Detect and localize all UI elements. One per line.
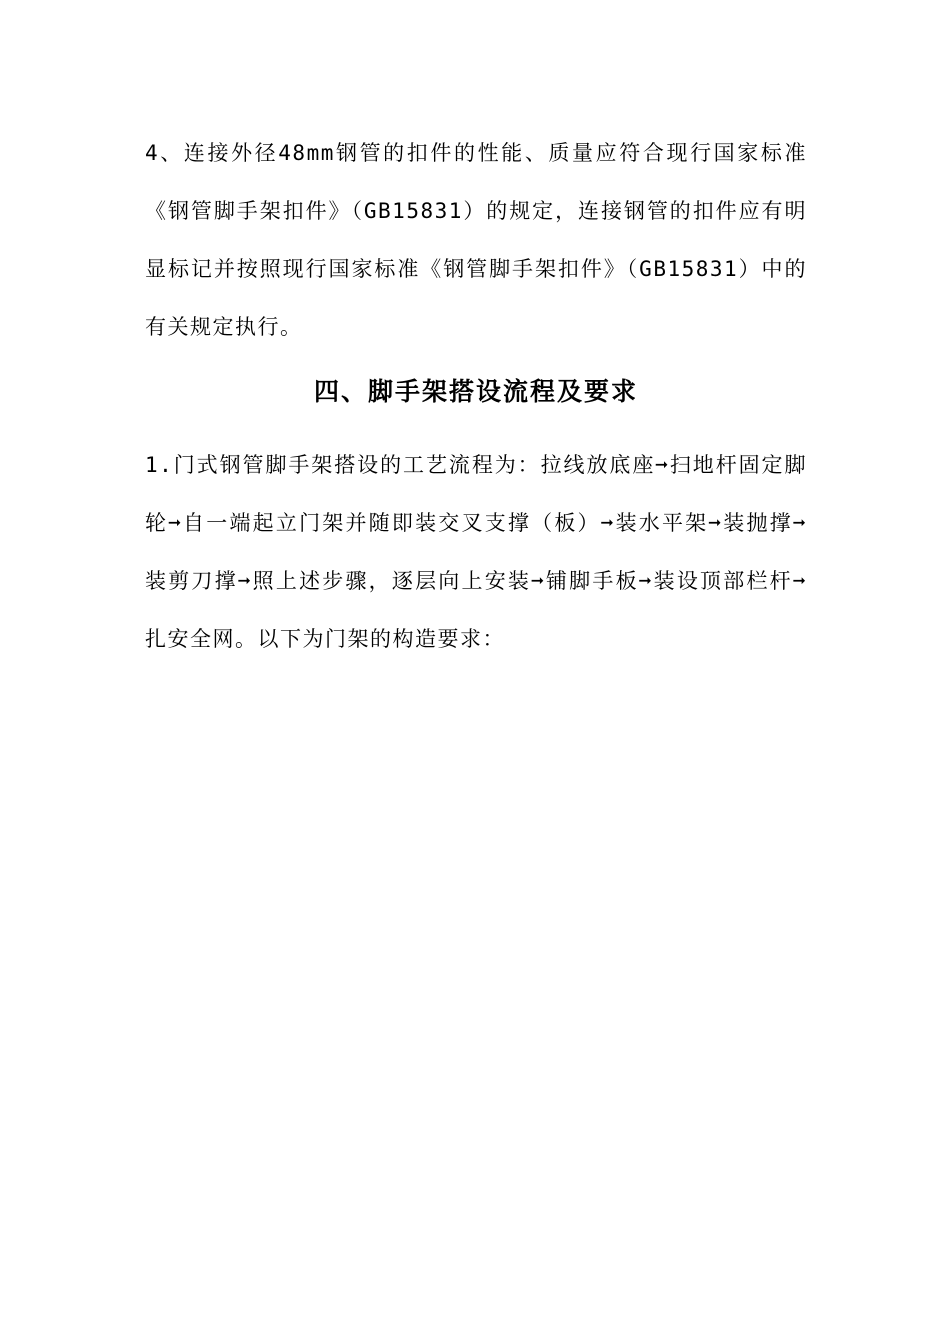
paragraph-coupler-standard: 4、连接外径48mm钢管的扣件的性能、质量应符合现行国家标准《钢管脚手架扣件》（GB15831）的规定，连接钢管的扣件应有明显标记并按照现行国家标准《钢管脚手架扣件》（GB15831）中的有关规定执行。 xyxy=(145,141,807,339)
section-heading: 四、脚手架搭设流程及要求 xyxy=(313,377,638,406)
paragraph-erection-process: 1.门式钢管脚手架搭设的工艺流程为：拉线放底座➞扫地杆固定脚轮➞自一端起立门架并随即装交叉支撑（板）➞装水平架➞装抛撑➞装剪刀撑➞照上述步骤，逐层向上安装➞铺脚手板➞装设顶部栏杆➞扎安全网。以下为门架的构造要求： xyxy=(145,453,807,651)
